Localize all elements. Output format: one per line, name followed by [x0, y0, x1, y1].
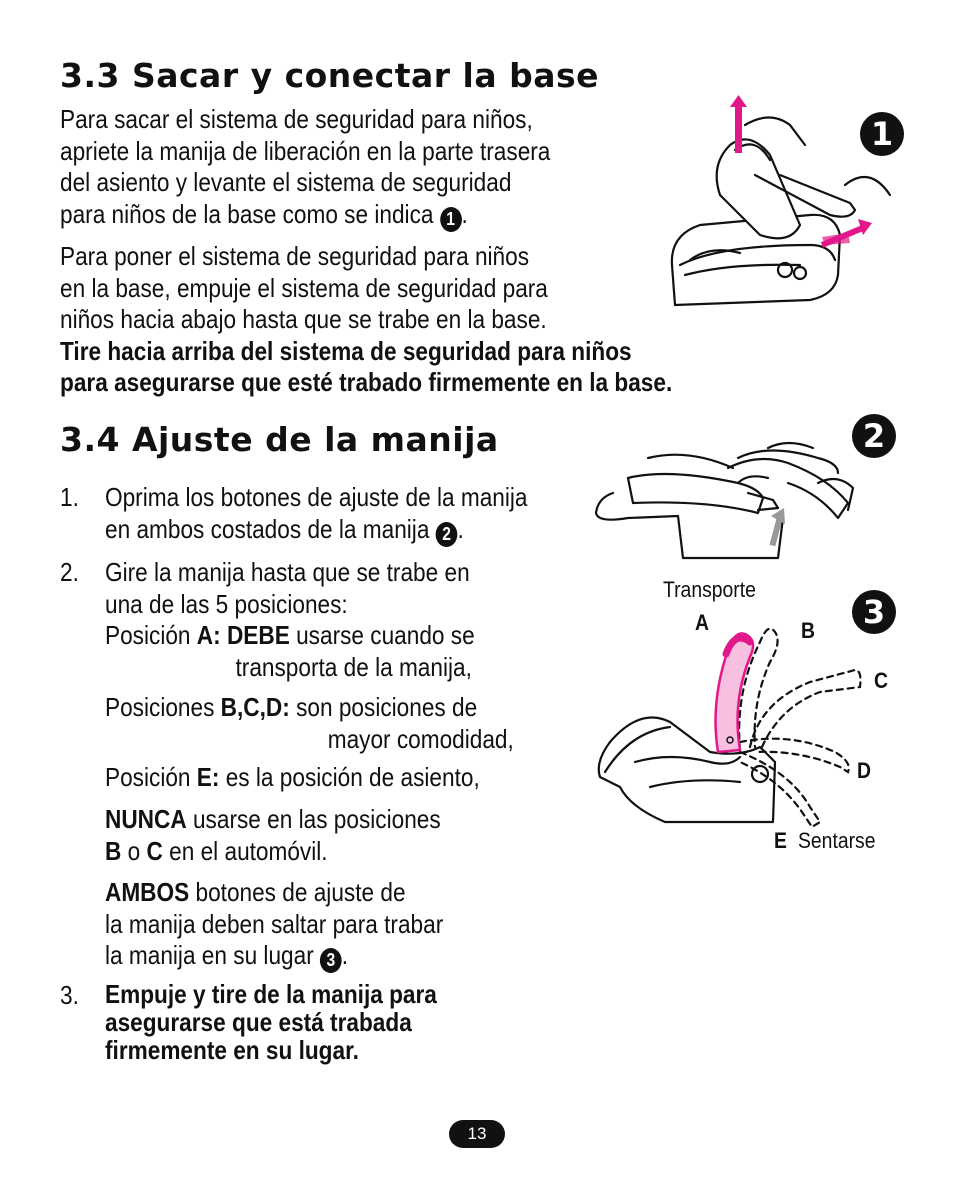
- text-line: Para sacar el sistema de seguridad para niños,: [60, 104, 533, 134]
- text-line: del asiento y levante el sistema de seguridad: [60, 167, 512, 197]
- page-number: 13: [449, 1120, 505, 1148]
- step-2-number: 2.: [60, 557, 79, 587]
- position-a-line: Posición A: DEBE usarse cuando se: [105, 620, 475, 650]
- figure-ref-2: 2: [436, 522, 458, 547]
- position-e-text: Posición E: es la posición de asiento,: [105, 762, 480, 792]
- step-1-text: Oprima los botones de ajuste de la manija en ambos costados de la manija 2 .: [105, 482, 527, 547]
- figure-ref-3: 3: [320, 948, 342, 973]
- text-line: niños hacia abajo hasta que se trabe en la base.: [60, 304, 547, 334]
- bold-text-line: para asegurarse que esté trabado firmemente en la base.: [60, 367, 673, 397]
- figure-3-number: 3: [852, 590, 896, 634]
- label-a: A: [695, 610, 709, 635]
- step-1-number: 1.: [60, 482, 79, 512]
- label-transporte: Transporte: [663, 577, 756, 602]
- text-line: Para poner el sistema de seguridad para niños: [60, 241, 530, 271]
- label-sentarse: Sentarse: [798, 828, 876, 853]
- step-3-number: 3.: [60, 980, 79, 1010]
- section-3-3-title: 3.3 Sacar y conectar la base: [60, 56, 600, 95]
- section-3-3-paragraph-2: [60, 241, 672, 399]
- label-c: C: [874, 668, 888, 693]
- figure-2-number: 2: [852, 414, 896, 458]
- section-3-3-paragraph-1: Para sacar el sistema de seguridad para niños, apriete la manija de liberación en la parte trasera del asiento y levante el sistema de seguridad para niños de la base como se indica 1 .: [60, 104, 550, 232]
- text-line: para niños de la base como se indica: [60, 198, 434, 229]
- label-e: E: [774, 828, 787, 853]
- both-buttons-text: AMBOS botones de ajuste de la manija deben saltar para trabar la manija en su lugar 3 .: [105, 877, 443, 973]
- step-2-text: [105, 557, 475, 683]
- text-line: una de las 5 posiciones:: [105, 588, 348, 619]
- positions-bcd-text: Posiciones B,C,D: son posiciones de mayor comodidad,: [105, 692, 514, 754]
- label-b: B: [801, 618, 815, 643]
- figure-ref-1: 1: [440, 207, 462, 232]
- positions-bcd-line-2: mayor comodidad,: [327, 723, 514, 754]
- text-line: en la base, empuje el sistema de seguridad para: [60, 272, 548, 303]
- figure-3-illustration: [590, 612, 870, 834]
- bold-text-line: Tire hacia arriba del sistema de seguridad para niños: [60, 335, 632, 366]
- text-line: la manija deben saltar para trabar: [105, 908, 444, 939]
- figure-1-number: 1: [860, 112, 904, 156]
- text-line: la manija en su lugar: [105, 940, 314, 970]
- bold-text-line: asegurarse que está trabada: [105, 1007, 412, 1037]
- text-line: en ambos costados de la manija: [105, 513, 430, 544]
- position-a-line-2: transporta de la manija,: [235, 651, 472, 682]
- bold-text-line: Empuje y tire de la manija para: [105, 979, 437, 1009]
- section-3-4-title: 3.4 Ajuste de la manija: [60, 420, 499, 459]
- figure-1-illustration: [660, 95, 900, 315]
- text-line: Oprima los botones de ajuste de la manija: [105, 482, 528, 512]
- label-d: D: [857, 758, 871, 783]
- step-3-text: [105, 980, 437, 1064]
- never-warning-text: NUNCA usarse en las posiciones B o C en el automóvil.: [105, 804, 441, 866]
- figure-2-illustration: [588, 438, 868, 568]
- text-line: Gire la manija hasta que se trabe en: [105, 557, 470, 587]
- text-line: apriete la manija de liberación en la parte trasera: [60, 135, 551, 166]
- bold-text-line: firmemente en su lugar.: [105, 1035, 359, 1065]
